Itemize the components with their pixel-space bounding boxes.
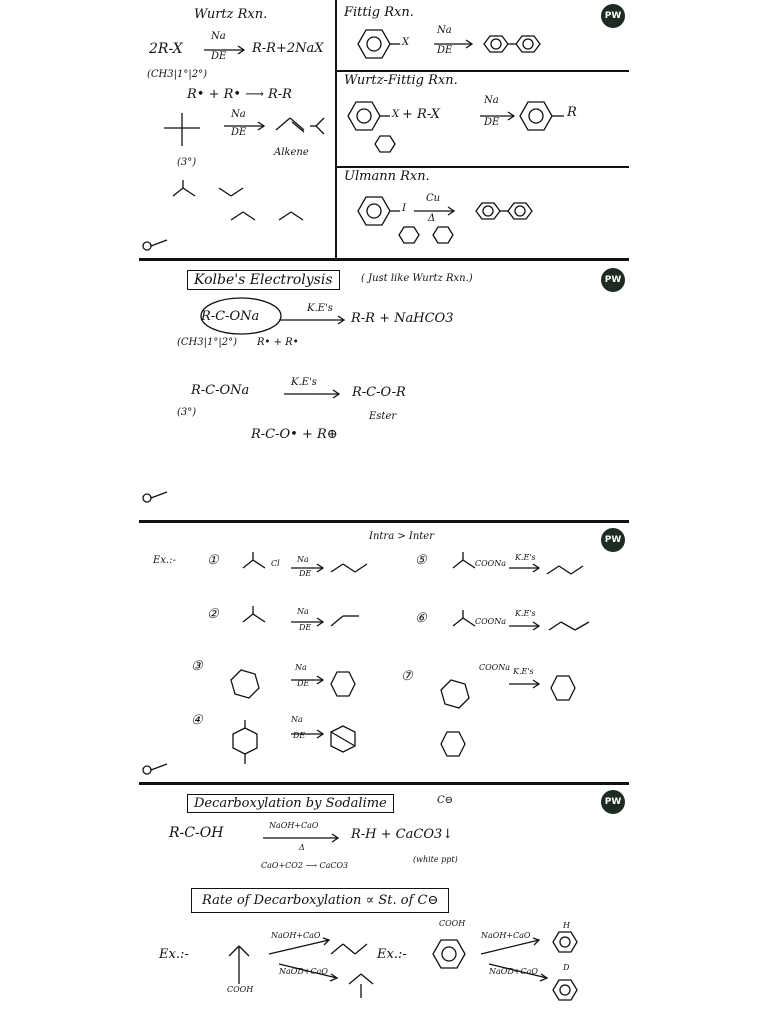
kolbe-r2-product: R-C-O-R [352,385,406,400]
ex1-reagent: Na [297,555,309,564]
wurtz-fittig-structures [344,100,624,160]
decarb-reagent: NaOH+CaO [269,821,319,830]
kolbe-r1-product: R-R + NaHCO3 [351,311,454,326]
pw-logo-icon: PW [601,268,625,292]
decarb-side-equation: CaO+CO2 ⟶ CaCO3 [261,861,349,870]
ex2-solvent: DE [299,623,312,632]
intra-inter-heading: Intra > Inter [369,531,434,542]
wf-product-r: R [567,105,577,120]
kolbe-r1-arrow [279,316,349,326]
tert-arrow [224,122,269,132]
fittig-x: X [402,37,410,48]
carbanion-label: C⊖ [437,795,454,806]
wurtz-order: (CH3|1°|2°) [147,69,207,80]
ulmann-structures [354,195,624,250]
decarb-ex-left-reagent-h: NaOH+CaO [271,931,321,940]
wurtz-title: Wurtz Rxn. [194,7,268,22]
decarb-ex-left-cooh: COOH [227,985,254,994]
kolbe-note: ( Just like Wurtz Rxn.) [361,273,473,284]
fittig-solvent: DE [437,45,453,56]
fittig-reaction-structures [354,25,624,70]
corner-mark-icon [141,760,171,778]
decarb-ex-right-reagent-d: NaOD+CaO [489,967,538,976]
ex1-chloride: Cl [271,559,280,568]
white-precipitate-note: (white ppt) [413,855,458,864]
wf-solvent: DE [484,117,500,128]
kolbe-r1-reactant: R-C-ONa [201,309,260,324]
wurtz-fittig-title: Wurtz-Fittig Rxn. [344,73,458,88]
ex6-reagent: K.E's [515,609,536,618]
examples-left-structures [219,550,379,780]
decarb-product: R-H + CaCO3↓ [351,827,454,842]
kolbe-r2-ester-label: Ester [369,411,397,422]
kolbe-r2-order: (3°) [177,407,197,418]
slide-decarboxylation [139,786,629,1024]
rate-of-decarboxylation-box: Rate of Decarboxylation ∝ St. of C⊖ [191,888,449,913]
slide-wurtz-fittig [139,0,629,258]
example-number-2: ② [207,607,219,622]
kolbe-r2-intermediate: R-C-O• + R⊕ [251,427,338,442]
fittig-reagent: Na [437,25,452,36]
decarb-ex-left-reagent-d: NaOD+CaO [279,967,328,976]
example-number-6: ⑥ [415,611,427,626]
corner-mark-icon [141,236,171,254]
divider-fittig [336,70,629,72]
ex4-solvent: DE [293,731,306,740]
alkene-structure [274,112,329,142]
wurtz-radical-coupling: R• + R• ⟶ R-R [187,87,292,102]
decarb-ex-label-right: Ex.:- [377,947,407,962]
divider-wurtz-fittig [336,166,629,168]
decarb-ex-right-cooh: COOH [439,919,466,928]
tert-reagent: Na [231,109,246,120]
pw-logo-icon: PW [601,4,625,28]
pw-logo-icon: PW [601,790,625,814]
fittig-title: Fittig Rxn. [344,5,414,20]
wurtz-arrow [204,46,249,56]
example-number-7: ⑦ [401,669,413,684]
kolbe-title: Kolbe's Electrolysis [187,270,340,290]
ex7-reagent: K.E's [513,667,534,676]
slide-kolbe [139,262,629,520]
tert-solvent: DE [231,127,247,138]
ex6-carboxylate: COONa [475,617,507,626]
decarb-delta: Δ [299,843,305,852]
wurtz-solvent: DE [211,51,227,62]
divider-vertical [335,0,337,258]
slide-separator [139,782,629,785]
decarb-ex-label-left: Ex.:- [159,947,189,962]
tert-butyl-halide-structure [154,108,214,158]
wf-plus-rx: + R-X [402,107,440,122]
example-number-1: ① [207,553,219,568]
decarb-ex-right-reagent-h: NaOH+CaO [481,931,531,940]
kolbe-r2-reagent: K.E's [291,377,317,388]
decarb-example-structures [219,926,599,1016]
example-number-5: ⑤ [415,553,427,568]
examples-label: Ex.:- [153,555,176,566]
ulmann-iodide: I [402,203,406,214]
ex7-carboxylate: COONa [479,663,511,672]
ex5-reagent: K.E's [515,553,536,562]
kolbe-r2-arrow [284,390,344,400]
decarb-ex-right-d-label: D [563,963,570,972]
ex4-reagent: Na [291,715,303,724]
kolbe-r1-order: (CH3|1°|2°) [177,337,237,348]
ex2-reagent: Na [297,607,309,616]
ex1-solvent: DE [299,569,312,578]
slide-separator [139,520,629,523]
ulmann-reagent: Cu [426,193,441,204]
wurtz-product: R-R+2NaX [252,41,324,56]
examples-right-structures [429,550,619,780]
ex3-solvent: DE [297,679,310,688]
kolbe-r1-reagent: K.E's [307,303,333,314]
decarboxylation-title: Decarboxylation by Sodalime [187,794,394,813]
wurtz-reactant: 2R-X [149,41,183,57]
pw-logo-icon: PW [601,528,625,552]
alkene-label: Alkene [274,147,309,158]
ulmann-delta: Δ [428,213,436,224]
elimination-mechanism-sketch [169,178,319,243]
decarb-reactant: R-C-OH [169,825,224,841]
example-number-3: ③ [191,659,203,674]
kolbe-r2-reactant: R-C-ONa [191,383,250,398]
corner-mark-icon [141,488,171,506]
ex3-reagent: Na [295,663,307,672]
example-number-4: ④ [191,713,203,728]
slide-examples [139,524,629,782]
kolbe-r1-radicals: R• + R• [257,337,299,348]
decarb-ex-right-h-label: H [563,921,570,930]
wf-reagent: Na [484,95,499,106]
tert-order-label: (3°) [177,157,197,168]
wf-x: X [392,109,400,120]
wurtz-reagent: Na [211,31,226,42]
ulmann-title: Ulmann Rxn. [344,169,430,184]
ex5-carboxylate: COONa [475,559,507,568]
slide-separator [139,258,629,261]
